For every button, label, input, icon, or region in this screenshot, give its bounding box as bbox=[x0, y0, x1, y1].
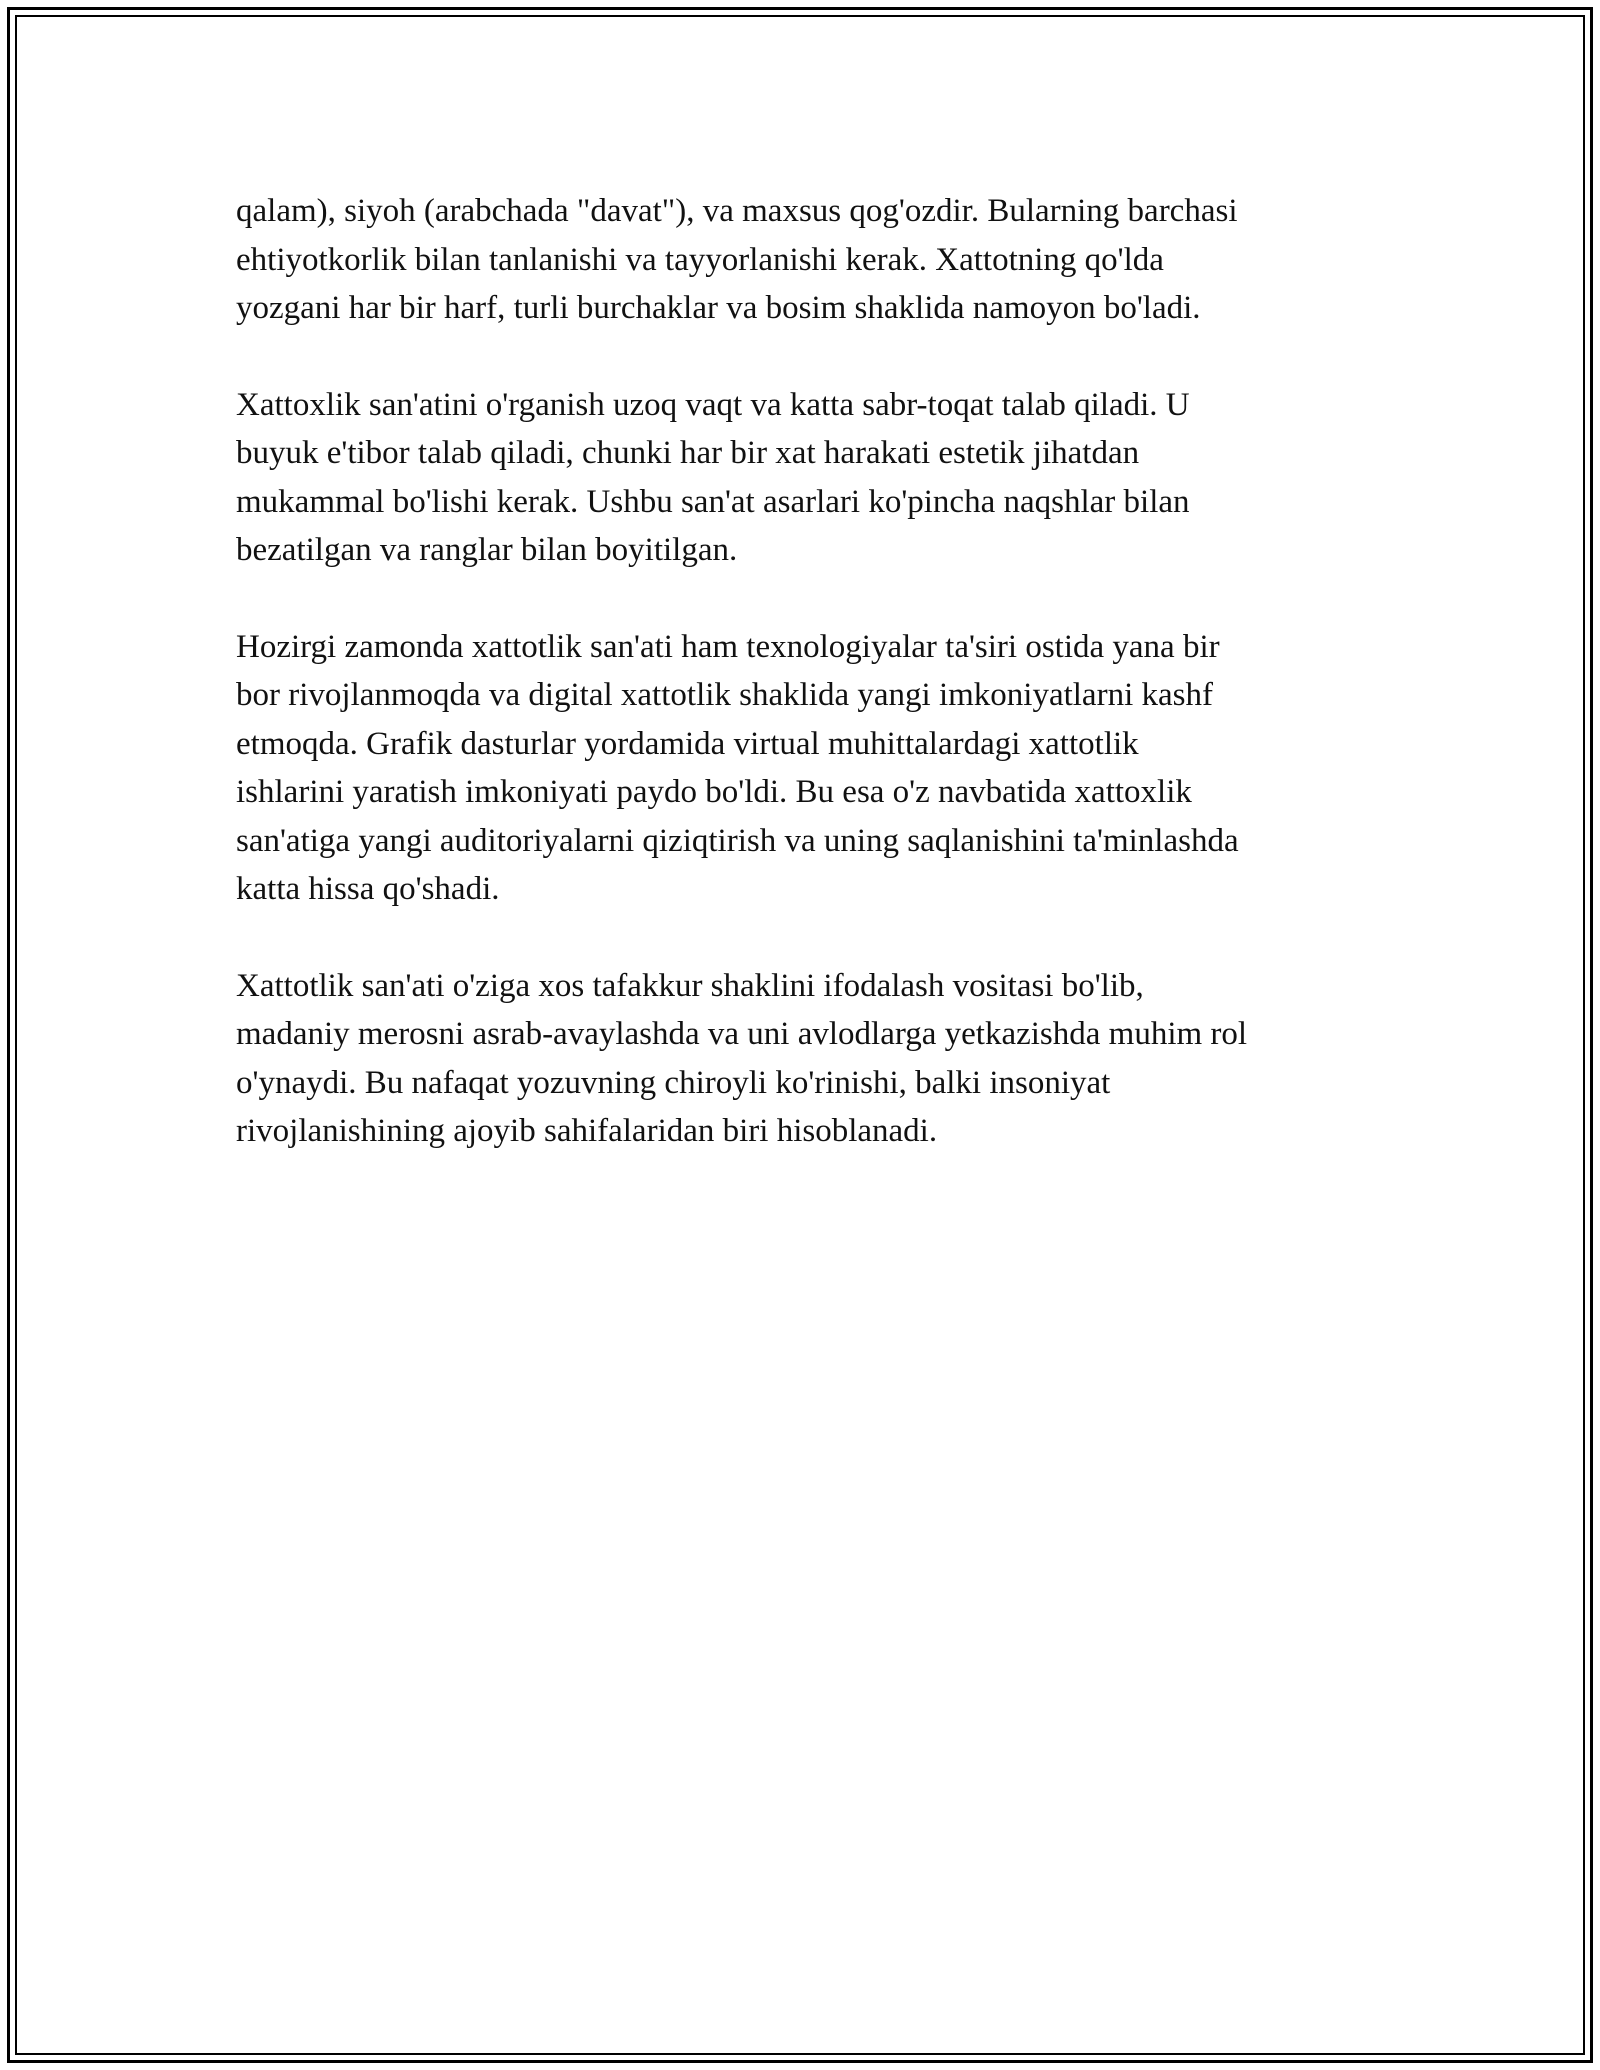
document-body bbox=[236, 187, 1376, 1204]
paragraph-4: Xattotlik san'ati o'ziga xos tafakkur shaklini ifodalash vositasi bo'lib, madaniy merosni asrab-avaylashda va uni avlodlarga yetkazishda muhim rol o'ynaydi. Bu nafaqat yozuvning chiroyli ko'rinishi, balki insoniyat rivojlanishining ajoyib sahifalaridan biri hisoblanadi. bbox=[236, 967, 1248, 1149]
paragraph-2: Xattoxlik san'atini o'rganish uzoq vaqt va katta sabr-toqat talab qiladi. U buyuk e'tibor talab qiladi, chunki har bir xat harakati estetik jihatdan mukammal bo'lishi kerak. Ushbu san'at asarlari ko'pincha naqshlar bilan bezatilgan va ranglar bilan boyitilgan. bbox=[236, 386, 1190, 568]
paragraph-3: Hozirgi zamonda xattotlik san'ati ham texnologiyalar ta'siri ostida yana bir bor rivojlanmoqda va digital xattotlik shaklida yangi imkoniyatlarni kashf etmoqda. Grafik dasturlar yordamida virtual muhittalardagi xattotlik ishlarini yaratish imkoniyati paydo bo'ldi. Bu esa o'z navbatida xattoxlik san'atiga yangi auditoriyalarni qiziqtirish va uning saqlanishini ta'minlashda katta hissa qo'shadi. bbox=[236, 628, 1239, 907]
paragraph-1: qalam), siyoh (arabchada "davat"), va maxsus qog'ozdir. Bularning barchasi ehtiyotkorlik bilan tanlanishi va tayyorlanishi kerak. Xattotning qo'lda yozgani har bir harf, turli burchaklar va bosim shaklida namoyon bo'ladi. bbox=[236, 193, 1238, 326]
